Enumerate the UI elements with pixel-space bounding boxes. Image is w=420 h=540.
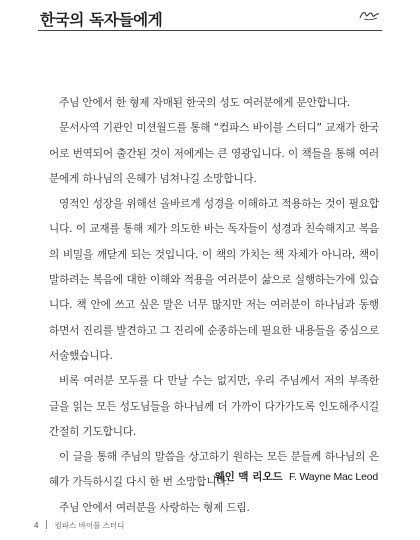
paragraph-prayer: 비록 여러분 모두를 다 만날 수는 없지만, 우리 주님께서 저의 부족한 글을 읽는 모든 성도님들을 하나님께 더 가까이 다가가도록 인도해주시길 간절히 기도합니다. xyxy=(49,375,379,438)
page-title: 한국의 독자들에게 xyxy=(40,11,163,29)
author-english-name: F. Wayne Mac Leod xyxy=(288,471,378,483)
paragraph-greeting: 주님 안에서 한 형제 자매된 한국의 성도 여러분에게 문안합니다. xyxy=(59,97,351,109)
book-title: 컴파스 바이블 스터디 xyxy=(54,521,125,530)
footer-divider xyxy=(46,520,47,529)
letter-body xyxy=(49,91,379,521)
paragraph-purpose: 영적인 성장을 위해선 올바르게 성경을 이해하고 적용하는 것이 필요합니다. 이 교재를 통해 제가 의도한 바는 독자들이 성경과 친숙해지고 복음의 비밀을 깨닫게 되는 것입니다. 이 책의 가치는 책 자체가 아니라, 책이 말하려는 복음에 대한 이해와 적용을 여러분이 삶으로 실행하는가에 있습니다. 책 안에 쓰고 싶은 말은 너무 많지만 저는 여러분이 하나님과 동행하면서 진리를 발견하고 그 진리에 순종하는데 필요한 내용들을 중심으로 서술했습니다. xyxy=(49,198,379,362)
header-divider xyxy=(38,30,382,31)
author-korean-name: 웨인 맥 리오드 xyxy=(214,471,283,483)
paragraph-translation: 문서사역 기관인 미션월드를 통해 “컴파스 바이블 스터디” 교재가 한국어로 번역되어 출간된 것이 저에게는 큰 영광입니다. 이 책들을 통해 여러분에게 하나님의 은혜가 넘쳐나길 소망합니다. xyxy=(49,122,379,185)
paragraph-hope: 이 글을 통해 주님의 말씀을 상고하기 원하는 모든 분들께 하나님의 은혜가 가득하시길 다시 한 번 소망합니다. xyxy=(49,451,379,489)
signature xyxy=(214,469,378,484)
page-number: 4 xyxy=(34,521,39,530)
page-footer xyxy=(34,520,124,531)
signature-flourish-icon xyxy=(358,7,380,23)
paragraph-closing: 주님 안에서 여러분을 사랑하는 형제 드림. xyxy=(59,501,250,514)
